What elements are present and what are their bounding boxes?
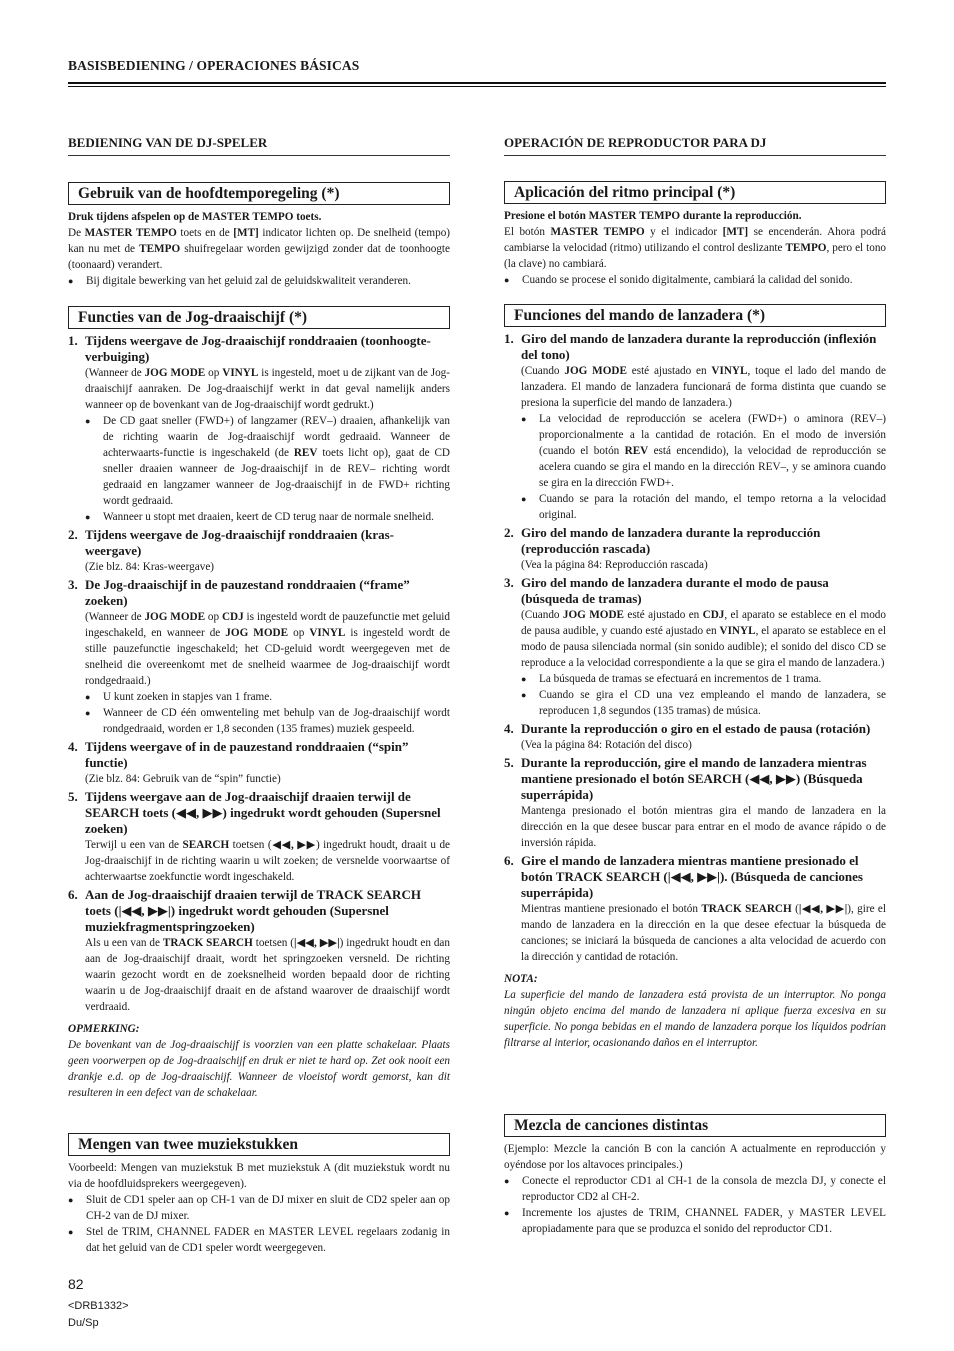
text-run: , el aparato se establece en el modo de pausa audible, y cuando esté ajustado en	[521, 609, 886, 637]
bold-term: JOG MODE	[562, 609, 625, 621]
text-run: (Wanneer de	[85, 367, 145, 379]
note-text	[68, 1037, 450, 1101]
sub-bullet-item	[68, 689, 450, 705]
page-header: BASISBEDIENING / OPERACIONES BÁSICAS	[68, 58, 360, 73]
bullet-item	[504, 272, 886, 288]
text-run: ) ingedrukt houdt, draait u de Jog-draaischijf in de richting waarin u wilt zoeken; de versnelde voorwaartse of achterwaartse zoekfunctie wordt ingeschakeld.	[85, 839, 451, 883]
bullet-item	[504, 1173, 886, 1205]
bold-term: TRACK SEARCH	[701, 903, 792, 915]
text-run: Mantenga presionado el botón mientras gira el mando de lanzadera en la dirección en la que desee buscar para entrar en el modo de avance rápido o de inversión rápida.	[521, 805, 886, 849]
section-title: Mengen van twee muziekstukken	[68, 1133, 450, 1156]
section-mezcla	[504, 1114, 886, 1237]
text-run: (Wanneer de	[85, 611, 145, 623]
numbered-item-title	[68, 577, 450, 609]
text-run: , toque el lado del mando de lanzadera. El mando de lanzadera funcionará de forma distinta que cuando se presiona la superficie del mando de lanzadera.)	[521, 365, 886, 409]
language-code: Du/Sp	[68, 1317, 99, 1329]
text-run: U kunt zoeken in stapjes van 1 frame.	[103, 691, 273, 703]
section-jog-draaischijf	[68, 306, 450, 1101]
item-number: 5.	[68, 789, 78, 804]
note-text	[504, 987, 886, 1051]
item-body	[504, 803, 886, 851]
text-run: Giro del mando de lanzadera durante el modo de pausa (búsqueda de tramas)	[521, 575, 829, 606]
item-number: 3.	[504, 575, 514, 590]
page-number: 82	[68, 1276, 84, 1292]
bold-term: REV	[293, 447, 318, 459]
text-run: Wanneer de CD één omwenteling met behulp van de Jog-draaischijf wordt rondgedraaid, worden er 1,8 seconden (135 frames) muziek gespeeld.	[103, 707, 450, 735]
text-run: (Ejemplo: Mezcle la canción B con la canción A actualmente en reproducción y oyéndose por los altavoces principales.)	[504, 1143, 886, 1171]
item-number: 4.	[68, 739, 78, 754]
paragraph	[504, 1141, 886, 1173]
text-run: is ingesteld wordt de stille pauzefunctie ingeschakeld; het CD-geluid wordt weergegeven met de snelheid die overeenkomt met de snelheid waarmee de Jog-draaischijf wordt rondgedraaid.)	[85, 627, 450, 687]
item-number: 4.	[504, 721, 514, 736]
item-body	[68, 365, 450, 413]
item-body	[504, 363, 886, 411]
item-body	[68, 935, 450, 1015]
numbered-item-title	[504, 853, 886, 901]
text-run: toets en de	[176, 227, 234, 239]
text-run: está encendido), la velocidad de reproducción se acelera cuando se gira el mando en la dirección REV–, y se aminora cuando se gira en la dirección FWD+.	[539, 445, 886, 489]
section-title: Mezcla de canciones distintas	[504, 1114, 886, 1137]
text-run: De Jog-draaischijf in de pauzestand ronddraaien (“frame” zoeken)	[85, 577, 410, 608]
bold-term: VINYL	[711, 365, 748, 377]
item-number: 2.	[504, 525, 514, 540]
text-run: esté ajustado en	[626, 365, 712, 377]
text-run: Aan de Jog-draaischijf draaien terwijl de TRACK SEARCH toets (|◀◀, ▶▶|) ingedrukt wordt gehouden (Supersnel muziekfragmentspringzoeken)	[85, 887, 421, 934]
left-column-title: BEDIENING VAN DE DJ-SPELER	[68, 135, 450, 156]
text-run: Als u een van de	[85, 937, 163, 949]
item-body	[504, 901, 886, 965]
item-number: 3.	[68, 577, 78, 592]
numbered-item-title	[68, 333, 450, 365]
text-run: shuifregelaar worden gewijzigd zonder dat de toonhoogte (toonaard) verandert.	[68, 243, 450, 271]
text-run: op	[205, 611, 222, 623]
item-body	[68, 609, 450, 689]
text-run: toetsen (	[252, 937, 295, 949]
numbered-item-title	[68, 789, 450, 837]
paragraph	[68, 1160, 450, 1192]
bullet-item	[504, 1205, 886, 1237]
text-run: Tijdens weergave of in de pauzestand ronddraaien (“spin” functie)	[85, 739, 409, 770]
bold-term: CDJ	[702, 609, 725, 621]
bold-term: JOG MODE	[225, 627, 289, 639]
section-ritmo-principal	[504, 181, 886, 288]
item-number: 5.	[504, 755, 514, 770]
sub-bullet-item	[504, 671, 886, 687]
bullet-item	[68, 1192, 450, 1224]
bold-term: CDJ	[221, 611, 244, 623]
text-run: se encenderán. Ahora podrá cambiarse la velocidad (ritmo) utilizando el control deslizante	[504, 226, 887, 254]
sub-bullet-item	[504, 491, 886, 523]
text-run: ), gire el mando de lanzadera en la dirección en la que desee efectuar la búsqueda de canciones; se iniciará la búsqueda de canciones a alta velocidad de acuerdo con la dirección y cantidad de rotación.	[521, 903, 886, 963]
text-run: Druk tijdens afspelen op de MASTER TEMPO toets.	[68, 211, 322, 223]
item-number: 6.	[68, 887, 78, 902]
bold-term: TEMPO	[785, 242, 827, 254]
text-run: De CD gaat sneller (FWD+) of langzamer (REV–) draaien, afhankelijk van de richting waarin de Jog-draaischijf wordt gedraaid. Wanneer de achterwaarts-functie is ingeschakeld (de	[103, 415, 450, 459]
text-run: El botón	[504, 226, 551, 238]
sub-bullet-item	[68, 509, 450, 525]
right-column-title: OPERACIÓN DE REPRODUCTOR PARA DJ	[504, 135, 886, 156]
numbered-item-title	[504, 331, 886, 363]
text-run: Sluit de CD1 speler aan op CH-1 van de DJ mixer en sluit de CD2 speler aan op CH-2 van de DJ mixer.	[86, 1194, 450, 1222]
document-code: <DRB1332>	[68, 1300, 129, 1312]
bold-term: |◀◀, ▶▶|	[798, 903, 848, 915]
bold-term: TRACK SEARCH	[162, 937, 253, 949]
text-run: Stel de TRIM, CHANNEL FADER en MASTER LEVEL regelaars zodanig in dat het geluid van de CD1 speler wordt weergegeven.	[86, 1226, 450, 1254]
text-run: OPMERKING:	[68, 1023, 140, 1035]
bullet-item	[68, 273, 450, 289]
sub-bullet-item	[504, 687, 886, 719]
text-run: Durante la reproducción, gire el mando de lanzadera mientras mantiene presionado el botón SEARCH (◀◀, ▶▶) (Búsqueda superrápida)	[521, 755, 867, 802]
item-body	[504, 737, 886, 753]
text-run: Cuando se para la rotación del mando, el tempo retorna a la velocidad original.	[539, 493, 886, 521]
numbered-item-title	[504, 755, 886, 803]
text-run: Mientras mantiene presionado el botón	[521, 903, 702, 915]
text-run: La velocidad de reproducción se acelera (FWD+) o aminora (REV–) proporcionalmente a la cantidad de rotación. En el modo de inversión (cuando el botón	[539, 413, 886, 457]
lead-instruction	[504, 208, 886, 224]
text-run: is ingesteld wordt de pauzefunctie met geluid ingeschakeld, en wanneer de	[85, 611, 450, 639]
bold-term: MASTER TEMPO	[550, 226, 645, 238]
bold-term: JOG MODE	[144, 611, 206, 623]
text-run: De	[68, 227, 85, 239]
numbered-item-title	[68, 887, 450, 935]
header-rule	[68, 82, 886, 84]
text-run: (Cuando	[521, 365, 565, 377]
sub-bullet-item	[68, 413, 450, 509]
text-run: Gire el mando de lanzadera mientras mantiene presionado el botón TRACK SEARCH (|◀◀, ▶▶|). (Búsqueda de canciones superrápida)	[521, 853, 863, 900]
section-title: Gebruik van de hoofdtemporegeling (*)	[68, 182, 450, 205]
section-title: Funciones del mando de lanzadera (*)	[504, 304, 886, 327]
bold-term: TEMPO	[139, 243, 181, 255]
bold-term: VINYL	[222, 367, 259, 379]
text-run: Wanneer u stopt met draaien, keert de CD terug naar de normale snelheid.	[103, 511, 434, 523]
numbered-item-title	[504, 525, 886, 557]
text-run: La búsqueda de tramas se efectuará en incrementos de 1 trama.	[539, 673, 822, 685]
item-number: 2.	[68, 527, 78, 542]
item-number: 6.	[504, 853, 514, 868]
item-body	[68, 771, 450, 787]
text-run: ) ingedrukt houdt en dan aan de Jog-draaischijf draait, wordt het springzoeken versneld. De richting waarin gezocht wordt en de zoeksnelheid worden bepaald door de richting waarin u de Jog-draaischijf draait en de afstand waarover de draaischijf wordt verdraaid.	[85, 937, 450, 1013]
item-number: 1.	[504, 331, 514, 346]
text-run: Conecte el reproductor CD1 al CH-1 de la consola de mezcla DJ, y conecte el reproductor CD2 al CH-2.	[522, 1175, 886, 1203]
text-run: Giro del mando de lanzadera durante la reproducción (reproducción rascada)	[521, 525, 821, 556]
text-run: (Vea la página 84: Rotación del disco)	[521, 739, 692, 751]
text-run: (Zie blz. 84: Kras-weergave)	[85, 561, 215, 573]
section-mando-lanzadera	[504, 304, 886, 1051]
item-body	[68, 559, 450, 575]
lead-instruction	[68, 209, 450, 225]
numbered-item-title	[68, 527, 450, 559]
bold-term: JOG MODE	[564, 365, 627, 377]
text-run: Tijdens weergave de Jog-draaischijf ronddraaien (toonhoogte-verbuiging)	[85, 333, 431, 364]
text-run: , el aparato se establece en el modo de pausa silenciada normal (sin sonido audible); el sonido del disco CD se reproduce a la velocidad correspondiente a la que se gira el mando de lanzadera.)	[521, 625, 886, 669]
text-run: (Vea la página 84: Reproducción rascada)	[521, 559, 708, 571]
section-mengen	[68, 1133, 450, 1256]
paragraph	[68, 225, 450, 273]
sub-bullet-item	[504, 411, 886, 491]
bold-term: [MT]	[233, 227, 259, 239]
text-run: is ingesteld, moet u de zijkant van de Jog-draaischijf aanraken. De Jog-draaischijf werkt in dat geval namelijk anders wanneer op de bovenkant van de Jog-draaischijf wordt gedrukt.)	[85, 367, 450, 411]
text-run: op	[288, 627, 310, 639]
text-run: , pero el tono (la clave) no cambiará.	[504, 242, 887, 270]
text-run: Incremente los ajustes de TRIM, CHANNEL FADER, y MASTER LEVEL apropiadamente para que se produzca el sonido del reproductor CD1.	[522, 1207, 886, 1235]
text-run: esté ajustado en	[624, 609, 703, 621]
text-run: Terwijl u een van de	[85, 839, 183, 851]
section-title: Functies van de Jog-draaischijf (*)	[68, 306, 450, 329]
bullet-item	[68, 1224, 450, 1256]
sub-bullet-item	[68, 705, 450, 737]
text-run: toetsen (	[229, 839, 272, 851]
text-run: (Zie blz. 84: Gebruik van de “spin” functie)	[85, 773, 281, 785]
text-run: Bij digitale bewerking van het geluid zal de geluidskwaliteit veranderen.	[86, 275, 411, 287]
text-run: Giro del mando de lanzadera durante la reproducción (inflexión del tono)	[521, 331, 877, 362]
text-run: NOTA:	[504, 973, 538, 985]
text-run: De bovenkant van de Jog-draaischijf is voorzien van een platte schakelaar. Plaats geen voorwerpen op de Jog-draaischijf en druk er niet te hard op. Zet ook nooit een drankje e.d. op de Jog-draaischijf. Wanneer de vloeistof wordt gemorst, kan dit resulteren in een defect van de schakelaar.	[68, 1039, 450, 1099]
numbered-item-title	[504, 721, 886, 737]
text-run: op	[205, 367, 223, 379]
note-heading	[68, 1021, 450, 1037]
bold-term: VINYL	[309, 627, 346, 639]
bold-term: JOG MODE	[144, 367, 206, 379]
item-body	[504, 557, 886, 573]
bold-term: [MT]	[722, 226, 749, 238]
text-run: Tijdens weergave aan de Jog-draaischijf draaien terwijl de SEARCH toets (◀◀, ▶▶) ingedrukt wordt gehouden (Supersnel zoeken)	[85, 789, 441, 836]
section-hoofdtempo	[68, 182, 450, 289]
header-rule-thin	[68, 86, 886, 87]
text-run: y el indicador	[644, 226, 723, 238]
item-number: 1.	[68, 333, 78, 348]
item-body	[68, 837, 450, 885]
bold-term: |◀◀, ▶▶|	[294, 937, 340, 949]
numbered-item-title	[504, 575, 886, 607]
section-title: Aplicación del ritmo principal (*)	[504, 181, 886, 204]
bold-term: SEARCH	[182, 839, 230, 851]
bold-term: MASTER TEMPO	[84, 227, 177, 239]
text-run: Presione el botón MASTER TEMPO durante la reproducción.	[504, 210, 802, 222]
paragraph	[504, 224, 886, 272]
bold-term: REV	[624, 445, 649, 457]
text-run: (Cuando	[521, 609, 563, 621]
note-heading	[504, 971, 886, 987]
item-body	[504, 607, 886, 671]
bold-term: VINYL	[719, 625, 756, 637]
text-run: Cuando se procese el sonido digitalmente, cambiará la calidad del sonido.	[522, 274, 853, 286]
text-run: La superficie del mando de lanzadera está provista de un interruptor. No ponga ningún objeto encima del mando de lanzadera ni aplique fuerza excesiva en su superficie. No ponga bebidas en el mando de lanzadera porque los líquidos podrían filtrarse al interior, ocasionando daños en el interruptor.	[504, 989, 886, 1049]
bold-term: ◀◀, ▶▶	[271, 839, 316, 851]
text-run: Cuando se gira el CD una vez empleando el mando de lanzadera, se reproducen 1,8 segundos (135 tramas) de música.	[539, 689, 886, 717]
text-run: Tijdens weergave de Jog-draaischijf ronddraaien (kras-weergave)	[85, 527, 394, 558]
text-run: (	[791, 903, 799, 915]
text-run: indicator lichten op. De snelheid (tempo) kan nu met de	[68, 227, 451, 255]
numbered-item-title	[68, 739, 450, 771]
text-run: toets licht op), gaat de CD sneller draaien wanneer de Jog-draaischijf in de REV– richting wordt gedraaid en langzamer wanneer de Jog-draaischijf in de FWD+ richting wordt gedraaid.	[103, 447, 450, 507]
text-run: Voorbeeld: Mengen van muziekstuk B met muziekstuk A (dit muziekstuk wordt nu via de hoofdluidsprekers weergegeven).	[68, 1162, 450, 1190]
text-run: Durante la reproducción o giro en el estado de pausa (rotación)	[521, 721, 871, 736]
